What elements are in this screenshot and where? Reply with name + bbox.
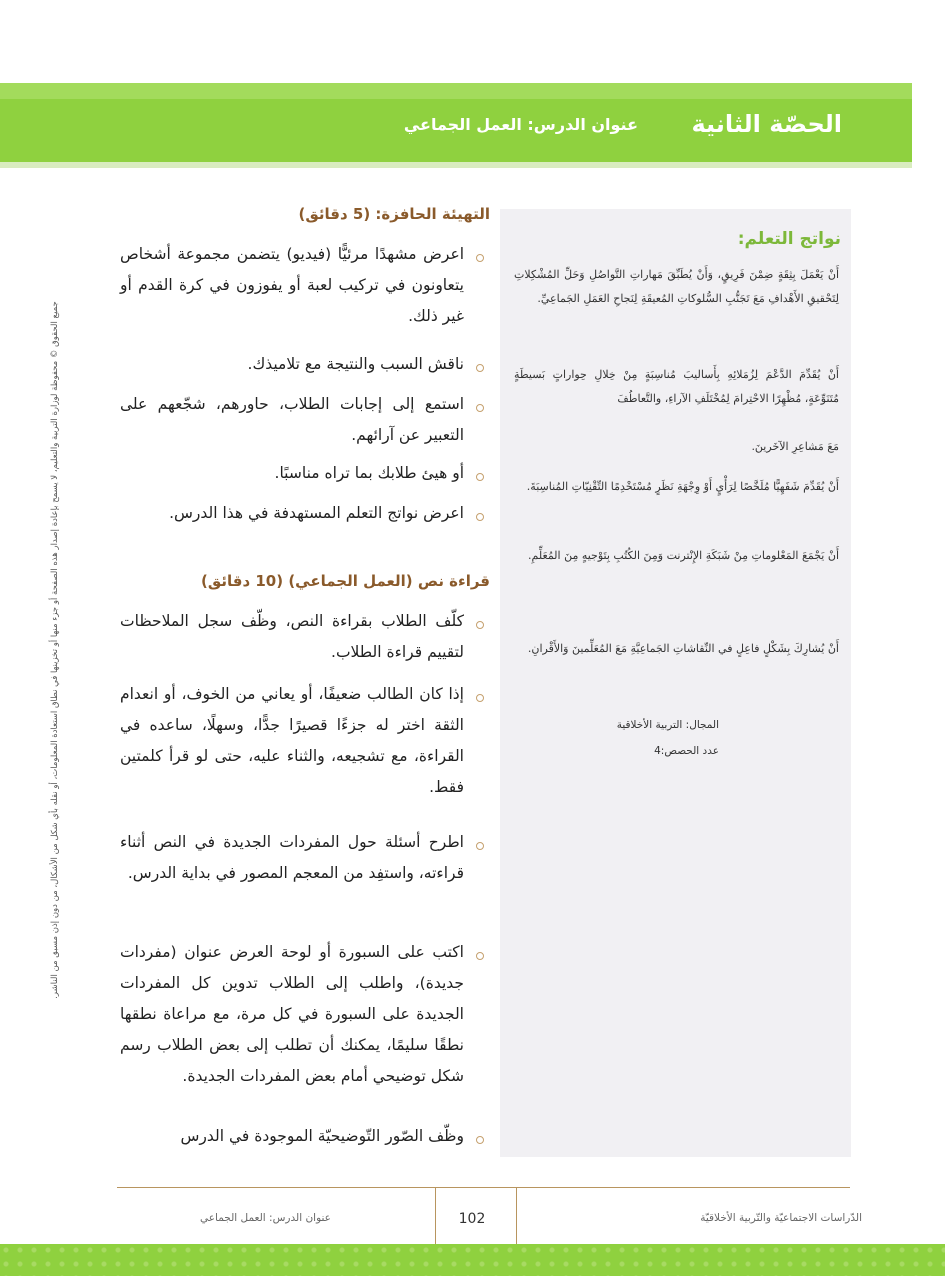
domain-label: المجال: التربية الأخلاقية bbox=[616, 719, 719, 731]
outcome-item: أَنْ يَجْمَعَ المَعْلوماتِ مِنْ شَبَكَةِ الإِنْترنت وَمِنَ الكُتُبِ بِتَوْجيهٍ مِنَ المُعَلِّمِ. bbox=[528, 549, 839, 562]
learning-outcomes-panel bbox=[500, 209, 851, 1157]
footer-lesson-title: عنوان الدرس: العمل الجماعي bbox=[200, 1212, 331, 1224]
outcomes-heading: نواتج التعلم: bbox=[737, 229, 841, 249]
reading-item: إذا كان الطالب ضعيفًا، أو يعاني من الخوف، أو انعدام الثقة اختر له جزءًا قصيرًا جدًّا، وسهلًا، ساعده في القراءة، مع تشجيعه، والثناء عليه، حتى لو قرأ كلمتين فقط. bbox=[120, 679, 490, 803]
outcome-item: أَنْ يُقَدِّمَ شَفَهِيًّا مُلَخَّصًا لِرَأْيٍ أَوْ وِجْهَةِ نَظَرٍ مُسْتَخْدِمًا التِّقْنِيّاتِ المُناسِبَةَ. bbox=[526, 480, 839, 493]
outcome-item: أَنْ يُقَدِّمَ الدَّعْمَ لِزُمَلائِهِ بِأَساليبَ مُناسِبَةٍ مِنْ خِلالِ حِواراتٍ بَسيطَةٍ مُتَنَوِّعَةٍ، مُظْهِرًا الاحْتِرامَ لِمُخْتَلَفِ الآراءِ، والتَّعاطُفَ bbox=[514, 368, 839, 405]
outcome-item: أَنْ يُشارِكَ بِشَكْلٍ فاعِلٍ في النِّقاشاتِ الجَماعِيَّةِ مَعَ المُعَلِّمينَ وَالأَقْرانِ. bbox=[527, 642, 839, 655]
bullet-icon bbox=[476, 364, 484, 372]
outcome-item: مَعَ مَشاعِرِ الآخَرينَ. bbox=[751, 440, 839, 453]
bullet-icon bbox=[476, 842, 484, 850]
sessions-count: عدد الحصص:4 bbox=[654, 745, 719, 757]
bullet-icon bbox=[476, 404, 484, 412]
bullet-icon bbox=[476, 1136, 484, 1144]
session-title: الحصّة الثانية bbox=[691, 110, 842, 138]
copyright-note bbox=[50, 300, 66, 1000]
reading-item: اكتب على السبورة أو لوحة العرض عنوان (مفردات جديدة)، واطلب إلى الطلاب تدوين كل المفردات الجديدة على السبورة في كل مرة، مع مراعاة نطقها نطقًا سليمًا، يمكنك أن تطلب إلى بعض الطلاب رسم شكل توضيحي أمام بعض المفردات الجديدة. bbox=[120, 937, 490, 1092]
warmup-item: استمع إلى إجابات الطلاب، حاورهم، شجّعهم على التعبير عن آرائهم. bbox=[120, 389, 490, 451]
bullet-icon bbox=[476, 513, 484, 521]
warmup-item: اعرض نواتج التعلم المستهدفة في هذا الدرس. bbox=[120, 498, 490, 529]
warmup-heading: التهيئة الحافزة: (5 دقائق) bbox=[298, 205, 490, 223]
reading-heading: قراءة نص (العمل الجماعي) (10 دقائق) bbox=[200, 572, 490, 590]
bullet-icon bbox=[476, 473, 484, 481]
header-banner-shadow bbox=[0, 162, 912, 168]
copyright-text: جميع الحقوق © محفوظة لوزارة التربية والتعليم، لا يسمح بإعادة إصدار هذه الصفحة أو جزء منها أو تخزينها في نطاق استعادة المعلومات، أو نقله بأي شكل من الأشكال، من دون إذن مسبق من الناشر. bbox=[50, 301, 60, 999]
bullet-icon bbox=[476, 254, 484, 262]
warmup-item: ناقش السبب والنتيجة مع تلاميذك. bbox=[120, 349, 490, 380]
reading-item: اطرح أسئلة حول المفردات الجديدة في النص أثناء قراءته، واستفِد من المعجم المصور في بداية الدرس. bbox=[120, 827, 490, 889]
outcome-item: أَنْ يَعْمَلَ بِثِقَةٍ ضِمْنَ فَرِيقٍ، وَأَنْ يُطَبِّقَ مَهاراتِ التَّواصُلِ وَحَلِّ المُشْكِلاتِ لِتَحْقيقِ الأَهْدافِ مَعَ تَجَنُّبِ السُّلوكاتِ المُعيقَةِ لِنَجاحِ العَمَلِ الجَماعِيِّ. bbox=[514, 268, 839, 305]
page-number: 102 bbox=[458, 1211, 486, 1227]
reading-item: وظّف الصّور التّوضيحيّة الموجودة في الدرس bbox=[120, 1121, 490, 1152]
bullet-icon bbox=[476, 621, 484, 629]
bullet-icon bbox=[476, 694, 484, 702]
warmup-item: أو هيئ طلابك بما تراه مناسبًا. bbox=[120, 458, 490, 489]
reading-item: كلّف الطلاب بقراءة النص، وظّف سجل الملاحظات لتقييم قراءة الطلاب. bbox=[120, 606, 490, 668]
warmup-item: اعرض مشهدًا مرئيًّا (فيديو) يتضمن مجموعة أشخاص يتعاونون في تركيب لعبة أو يفوزون في كرة القدم أو غير ذلك. bbox=[120, 239, 490, 332]
lesson-title: عنوان الدرس: العمل الجماعي bbox=[403, 115, 638, 134]
footer-subject: الدّراسات الاجتماعيّة والتّربية الأخلاقيّة bbox=[700, 1212, 862, 1224]
bullet-icon bbox=[476, 952, 484, 960]
header-banner-strip bbox=[0, 83, 912, 99]
footer-pattern-band bbox=[0, 1244, 945, 1276]
